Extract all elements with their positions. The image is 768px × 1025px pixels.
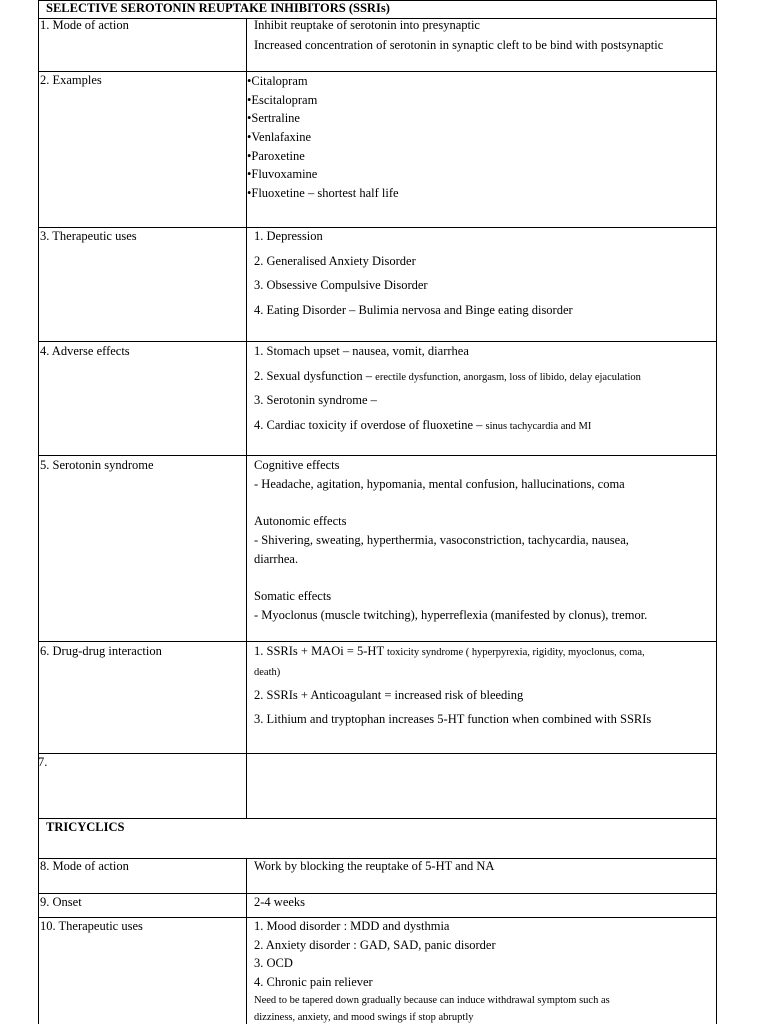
list-item [254,369,641,385]
row-label-serotonin-syndrome: 5. Serotonin syndrome [40,458,154,472]
item-detail: sinus tachycardia and MI [485,421,592,432]
list-item: •Venlafaxine [247,130,312,144]
list-item: •Fluvoxamine [247,167,318,181]
cell-line: diarrhea. [254,552,299,566]
row-divider [38,753,716,754]
list-item: 3. Obsessive Compulsive Disorder [254,278,428,292]
note-line: Need to be tapered down gradually because can induce withdrawal symptom such as [254,995,610,1006]
list-item: 4. Eating Disorder – Bulimia nervosa and Binge eating disorder [254,303,573,317]
row-divider [38,917,716,918]
list-item: 1. Mood disorder : MDD and dysthmia [254,919,450,933]
section-title-ssris: SELECTIVE SEROTONIN REUPTAKE INHIBITORS (SSRIs) [46,1,390,15]
list-item: 3. OCD [254,956,293,970]
cell-line: Inhibit reuptake of serotonin into presynaptic [254,18,480,32]
row-label-adverse-effects: 4. Adverse effects [40,344,130,358]
cell-line: Somatic effects [254,589,332,603]
cell-line: Increased concentration of serotonin in synaptic cleft to be bind with postsynaptic [254,38,664,52]
item-detail: toxicity syndrome ( hyperpyrexia, rigidity, myoclonus, coma, [386,647,645,658]
row-divider [38,71,716,72]
row-divider [38,341,716,342]
table-border-left [38,0,39,1024]
row-label-mode-of-action: 1. Mode of action [40,18,129,32]
item-text: 2. Sexual dysfunction – [254,369,376,383]
list-item [254,418,591,434]
list-item: •Citalopram [247,74,308,88]
row-label-therapeutic-uses: 3. Therapeutic uses [40,229,137,243]
list-item [254,688,523,703]
list-item: •Escitalopram [247,93,318,107]
cell-line: - Shivering, sweating, hyperthermia, vasoconstriction, tachycardia, nausea, [254,533,629,547]
list-item: •Fluoxetine – shortest half life [247,186,399,200]
table-border-right [716,0,717,1024]
list-item [254,712,651,727]
column-divider [246,858,247,1024]
item-detail: erectile dysfunction, anorgasm, loss of libido, delay ejaculation [375,372,641,383]
row-label-drug-drug-interaction: 6. Drug-drug interaction [40,644,162,658]
list-item: 1. Depression [254,229,323,243]
list-item [254,344,469,359]
item-text: 4. Cardiac toxicity if overdose of fluoxetine – [254,418,486,432]
list-item: •Sertraline [247,111,300,125]
row-divider [38,641,716,642]
row-divider [38,893,716,894]
row-divider [38,818,716,819]
row-label-examples: 2. Examples [40,73,102,87]
item-text: 1. SSRIs + MAOi = 5-HT [254,644,387,658]
cell-line: Cognitive effects [254,458,340,472]
list-item: 4. Chronic pain reliever [254,975,373,989]
list-item: 2. Anxiety disorder : GAD, SAD, panic disorder [254,938,496,952]
row-label-onset: 9. Onset [40,895,82,909]
section-title-tricyclics: TRICYCLICS [46,820,125,834]
list-item [254,644,645,660]
list-item: •Paroxetine [247,149,305,163]
cell-line: 2-4 weeks [254,895,306,909]
row-label-therapeutic-uses: 10. Therapeutic uses [40,919,143,933]
cell-line: - Headache, agitation, hypomania, mental confusion, hallucinations, coma [254,477,625,491]
row-divider [38,455,716,456]
note-line: dizziness, anxiety, and mood swings if stop abruptly [254,1012,474,1023]
row-label-mode-of-action: 8. Mode of action [40,859,129,873]
item-text: 1. Stomach upset – nausea, vomit, diarrhea [254,344,469,358]
cell-line: - Myoclonus (muscle twitching), hyperreflexia (manifested by clonus), tremor. [254,608,648,622]
list-item-continuation: death) [254,667,281,678]
row-divider [38,227,716,228]
item-text: 3. Serotonin syndrome – [254,393,377,407]
list-item [254,393,377,408]
cell-line: Autonomic effects [254,514,347,528]
cell-line: Work by blocking the reuptake of 5-HT and NA [254,859,495,873]
item-text: 2. SSRIs + Anticoagulant = increased risk of bleeding [254,688,524,702]
item-text: 3. Lithium and tryptophan increases 5-HT function when combined with SSRIs [254,712,652,726]
row-label-empty: 7. [38,755,48,769]
list-item: 2. Generalised Anxiety Disorder [254,254,416,268]
